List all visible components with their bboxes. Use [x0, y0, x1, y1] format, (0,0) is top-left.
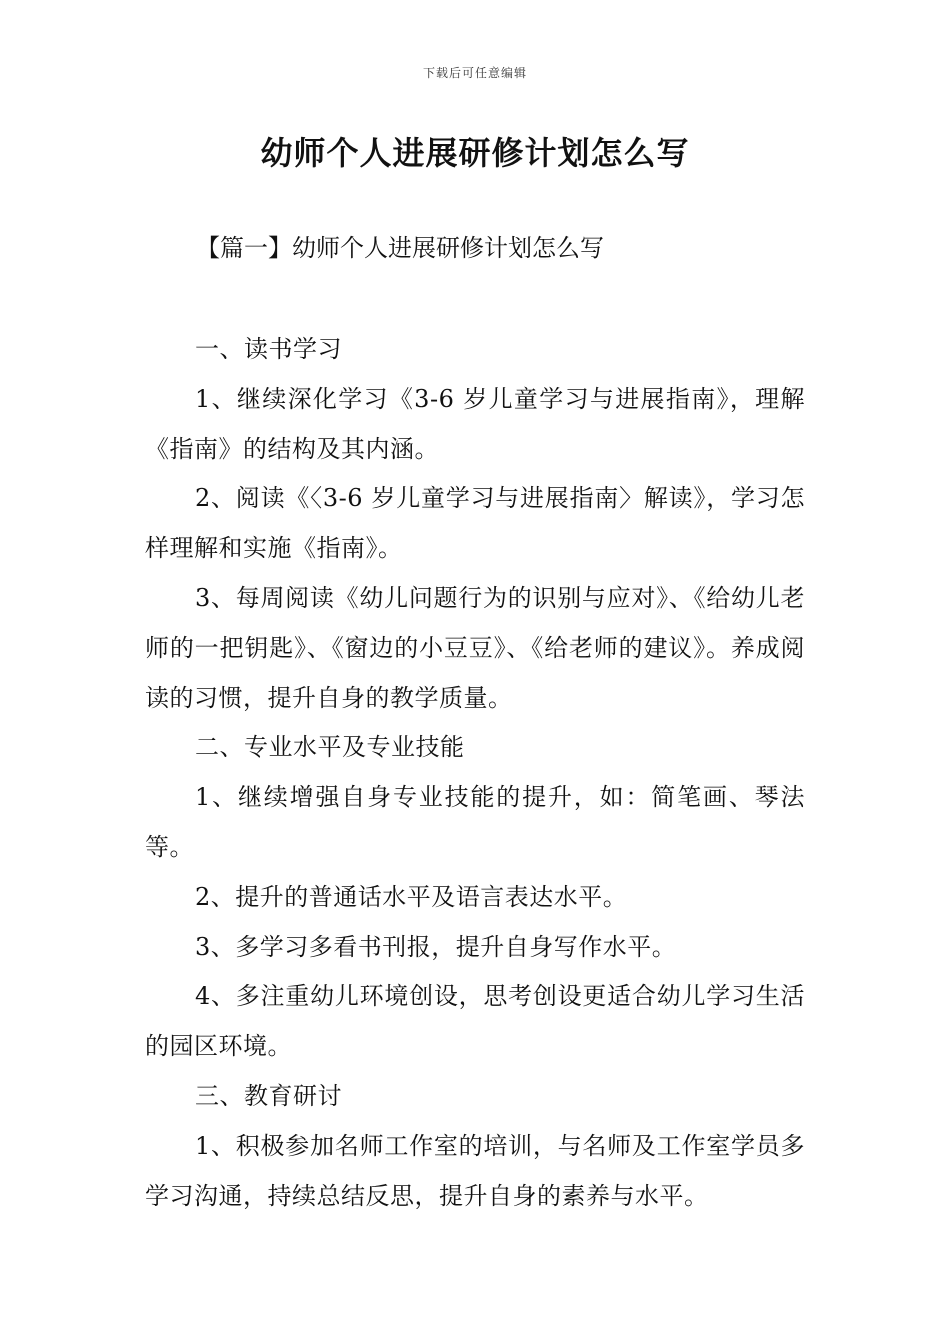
paragraph: 3、多学习多看书刊报，提升自身写作水平。 [195, 932, 677, 961]
paragraph: 1、继续深化学习《3-6 岁儿童学习与进展指南》，理解《指南》的结构及其内涵。 [145, 384, 805, 463]
section-heading: 【篇一】幼师个人进展研修计划怎么写 [196, 234, 604, 262]
paragraph: 3、每周阅读《幼儿问题行为的识别与应对》、《给幼儿老师的一把钥匙》、《窗边的小豆豆》、《给老师的建议》。养成阅读的习惯，提升自身的教学质量。 [145, 583, 805, 712]
paragraph: 1、继续增强自身专业技能的提升，如：简笔画、琴法等。 [145, 783, 805, 861]
document-body [145, 325, 805, 1221]
header-note: 下载后可任意编辑 [422, 66, 527, 80]
paragraph: 2、提升的普通话水平及语言表达水平。 [195, 882, 628, 911]
paragraph: 1、积极参加名师工作室的培训，与名师及工作室学员多学习沟通，持续总结反思，提升自身的素养与水平。 [145, 1131, 805, 1210]
paragraph: 4、多注重幼儿环境创设，思考创设更适合幼儿学习生活的园区环境。 [145, 982, 805, 1061]
document-title: 幼师个人进展研修计划怎么写 [260, 134, 690, 172]
paragraph: 三、教育研讨 [195, 1081, 342, 1110]
paragraph: 2、阅读《〈3-6 岁儿童学习与进展指南〉解读》，学习怎样理解和实施《指南》。 [145, 484, 805, 563]
paragraph: 一、读书学习 [195, 335, 342, 363]
paragraph: 二、专业水平及专业技能 [195, 733, 465, 762]
